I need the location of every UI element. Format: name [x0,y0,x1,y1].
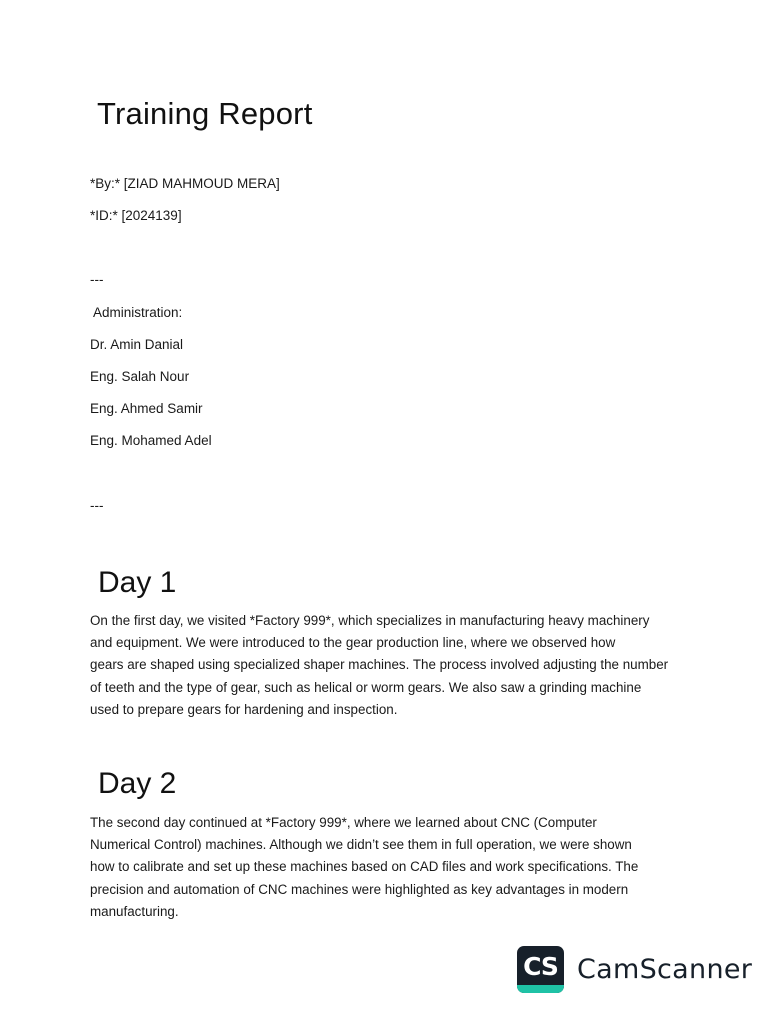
paragraph-line: of teeth and the type of gear, such as helical or worm gears. We also saw a grinding machine [90,679,642,695]
administration-member: Eng. Salah Nour [90,369,190,384]
logo-accent-bar [517,985,564,993]
separator: --- [90,272,104,287]
day-2-heading: Day 2 [98,767,177,800]
paragraph-line: On the first day, we visited *Factory 999*, which specializes in manufacturing heavy machinery [90,613,650,628]
administration-member: Dr. Amin Danial [90,337,184,352]
document-title: Training Report [97,96,313,131]
author-line: *By:* [ZIAD MAHMOUD MERA] [90,176,280,191]
paragraph-line: how to calibrate and set up these machines based on CAD files and work specifications. The [90,859,639,875]
day-1-paragraph [90,610,690,721]
camscanner-brand-text: CamScanner [577,954,753,985]
administration-member: Eng. Ahmed Samir [90,401,203,416]
paragraph-line: precision and automation of CNC machines were highlighted as key advantages in modern [90,881,629,897]
camscanner-watermark [517,946,752,993]
id-line: *ID:* [2024139] [90,208,182,223]
administration-heading: Administration: [90,305,183,320]
paragraph-line: used to prepare gears for hardening and inspection. [90,701,398,717]
paragraph-line: Numerical Control) machines. Although we didn’t see them in full operation, we were shown [90,837,632,853]
paragraph-line: The second day continued at *Factory 999*, where we learned about CNC (Computer [90,815,597,830]
camscanner-logo-icon [517,946,564,993]
logo-badge-text: CS [523,952,558,981]
day-1-heading: Day 1 [98,566,177,599]
day-2-paragraph [90,812,690,923]
paragraph-line: gears are shaped using specialized shaper machines. The process involved adjusting the number [90,657,669,673]
separator: --- [90,498,104,513]
paragraph-line: and equipment. We were introduced to the gear production line, where we observed how [90,635,616,651]
paragraph-line: manufacturing. [90,903,179,919]
administration-member: Eng. Mohamed Adel [90,433,212,448]
